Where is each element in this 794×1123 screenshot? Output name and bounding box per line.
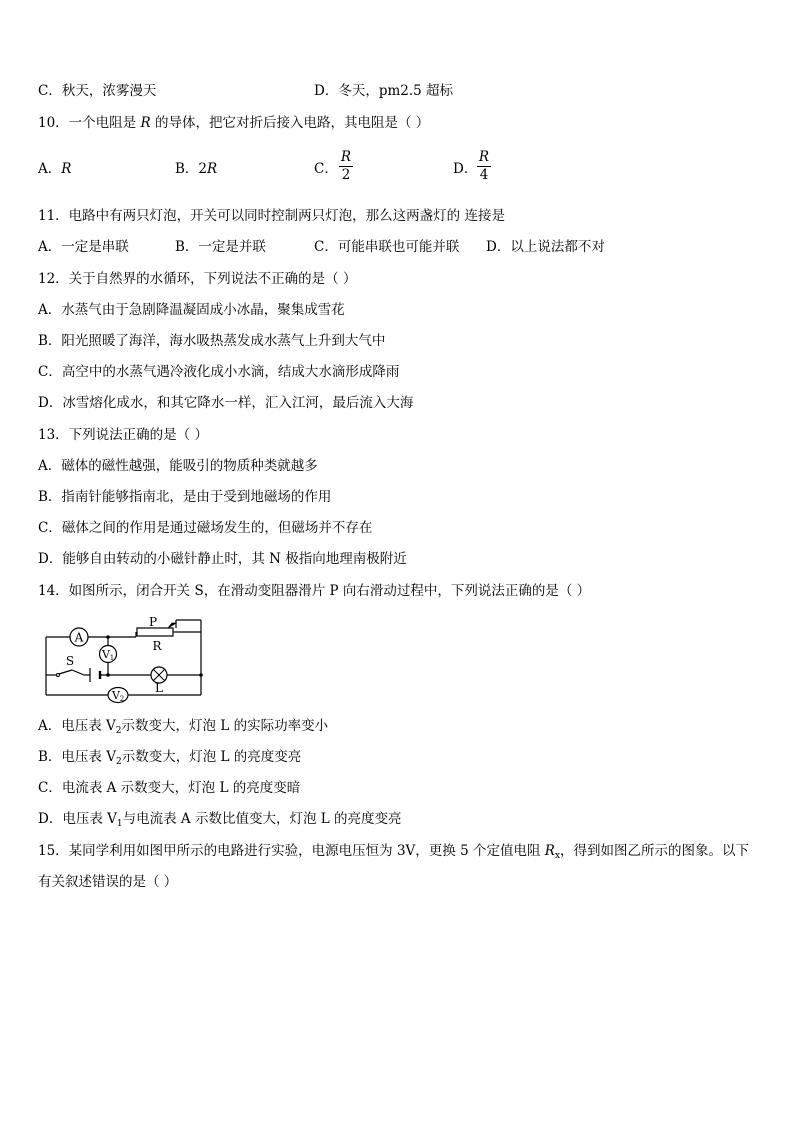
q10-option-b: B．2R (175, 161, 218, 177)
q13-option-a: A．磁体的磁性越强，能吸引的物质种类就越多 (38, 458, 318, 474)
q9-option-d: D．冬天，pm2.5 超标 (314, 83, 454, 99)
rheostat-icon (137, 628, 173, 636)
q11-option-a: A．一定是串联 (38, 239, 129, 255)
q10-option-d-label: D． (453, 161, 478, 177)
ammeter-label: A (74, 630, 84, 645)
circuit-diagram (36, 612, 212, 708)
q11-stem: 11．电路中有两只灯泡，开关可以同时控制两只灯泡，那么这两盏灯的 连接是 (38, 208, 505, 224)
q15-stem-line2: 有关叙述错误的是（ ） (38, 874, 178, 890)
junction-dot (106, 673, 110, 677)
switch-lever (59, 670, 72, 674)
slider-label-p: P (148, 615, 158, 629)
q13-option-b: B．指南针能够指南北，是由于受到地磁场的作用 (38, 489, 332, 505)
q10-option-c-fraction (339, 150, 353, 183)
q13-option-d: D．能够自由转动的小磁针静止时，其 N 极指向地理南极附近 (38, 551, 407, 567)
q10-option-a: A．R (38, 161, 72, 177)
q14-option-c: C．电流表 A 示数变大，灯泡 L 的亮度变暗 (38, 780, 301, 796)
q11-option-d: D．以上说法都不对 (486, 239, 605, 255)
voltmeter-v2-label: V (112, 689, 120, 702)
q13-stem: 13．下列说法正确的是（ ） (38, 427, 208, 443)
switch-label-s: S (65, 654, 75, 668)
q12-option-b: B．阳光照暖了海洋，海水吸热蒸发成水蒸气上升到大气中 (38, 333, 386, 349)
q11-option-c: C．可能串联也可能并联 (314, 239, 460, 255)
fraction-numerator: R (340, 149, 352, 165)
slider-arrow-icon (168, 623, 176, 628)
q14-option-b: B．电压表 $V_2$示数变大，灯泡 L 的亮度变亮 (38, 749, 302, 767)
lamp-label-l: L (155, 681, 163, 695)
fraction-numerator: R (478, 149, 490, 165)
q12-option-d: D．冰雪熔化成水，和其它降水一样，汇入江河，最后流入大海 (38, 395, 414, 411)
q14-option-a: A．电压表 $V_2$示数变大，灯泡 L 的实际功率变小 (38, 718, 329, 736)
rheostat-label-r: R (152, 639, 162, 653)
q11-option-b: B．一定是并联 (175, 239, 266, 255)
voltmeter-v2-subscript: 2 (119, 695, 125, 703)
q10-option-d-fraction (477, 150, 491, 183)
q15-stem-line1: 15．某同学利用如图甲所示的电路进行实验，电源电压恒为 3V，更换 5 个定值电阻 $R_x$，得到如图乙所示的图象。以下 (38, 843, 750, 861)
fraction-denominator: 2 (341, 167, 351, 183)
q12-option-c: C．高空中的水蒸气遇冷液化成小水滴，结成大水滴形成降雨 (38, 364, 400, 380)
q12-option-a: A．水蒸气由于急剧降温凝固成小冰晶，聚集成雪花 (38, 302, 345, 318)
junction-dot (199, 673, 203, 677)
q10-option-c-label: C． (314, 161, 338, 177)
voltmeter-v1-label: V (102, 648, 110, 661)
q13-option-c: C．磁体之间的作用是通过磁场发生的，但磁场并不存在 (38, 520, 373, 536)
voltmeter-v1-subscript: 1 (109, 654, 115, 662)
fraction-denominator: 4 (479, 167, 489, 183)
q14-option-d: D．电压表 $V_1$与电流表 A 示数比值变大，灯泡 L 的亮度变亮 (38, 811, 402, 829)
q9-option-c: C．秋天，浓雾漫天 (38, 83, 157, 99)
junction-dot (106, 635, 110, 639)
q14-stem: 14．如图所示，闭合开关 S，在滑动变阻器滑片 P 向右滑动过程中，下列说法正确的是（ ） (38, 583, 591, 599)
q10-stem: 10．一个电阻是 R 的导体，把它对折后接入电路，其电阻是（ ） (38, 115, 430, 131)
q12-stem: 12．关于自然界的水循环，下列说法不正确的是（ ） (38, 271, 357, 287)
